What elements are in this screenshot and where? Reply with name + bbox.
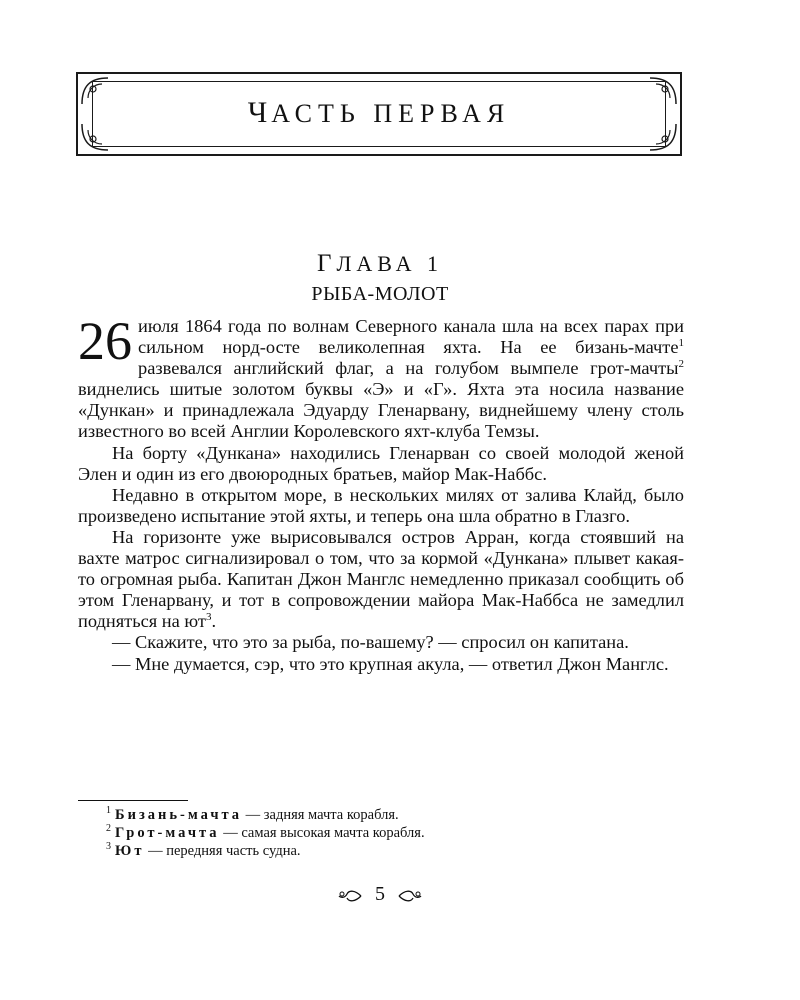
page-number-block <box>330 880 430 910</box>
footnote-ref-1[interactable]: 1 <box>678 336 684 349</box>
scroll-ornament-icon <box>397 888 423 904</box>
part-header-frame <box>76 72 682 156</box>
paragraph-6: — Мне думается, сэр, что это крупная акула, — ответил Джон Манглс. <box>112 653 669 674</box>
footnote-number: 1 <box>106 805 111 817</box>
chapter-number-rest: ЛАВА 1 <box>336 251 443 276</box>
footnotes <box>106 806 666 860</box>
paragraph-1-text-b: развевался английский флаг, а на голубом вымпеле грот-мачты <box>138 358 679 379</box>
paragraph-4 <box>78 527 684 632</box>
footnote-item <box>106 824 666 842</box>
footnote-item <box>106 806 666 824</box>
chapter-number <box>0 250 760 278</box>
part-title <box>76 98 682 129</box>
body-text <box>78 311 684 675</box>
part-title-rest: АСТЬ ПЕРВАЯ <box>271 99 511 128</box>
drop-cap: 26 <box>78 311 132 371</box>
paragraph-5: — Скажите, что это за рыба, по-вашему? — спросил он капитана. <box>112 632 629 653</box>
chapter-number-cap: Г <box>317 250 337 277</box>
paragraph-2: На борту «Дункана» находились Гленарван со своей молодой женой Элен и один из его двоюродных братьев, майор Мак-Наббс. <box>78 442 684 484</box>
paragraph-4-text-a: На горизонте уже вырисовывался остров Арран, когда стоявший на вахте матрос сигнализировал о том, что за кормой «Дункана» плывет какая-то огромная рыба. Капитан Джон Манглс немедленно приказал сообщить об этом Гленарвану, и тот в сопровождении майора Мак-Наббса не замедлил подняться на ют <box>78 526 684 632</box>
footnote-number: 2 <box>106 823 111 835</box>
footnote-number: 3 <box>106 841 111 853</box>
footnote-term: Грот-мачта <box>115 825 220 841</box>
footnote-term: Ют <box>115 843 145 859</box>
footnote-divider <box>78 800 188 801</box>
footnote-text: — задняя мачта корабля. <box>242 807 399 823</box>
scroll-ornament-icon <box>337 888 363 904</box>
footnote-item <box>106 842 666 860</box>
footnote-ref-3[interactable]: 3 <box>205 611 212 624</box>
footnote-term: Бизань-мачта <box>115 807 243 823</box>
paragraph-1 <box>78 311 684 443</box>
footnote-text: — передняя часть судна. <box>144 843 301 859</box>
chapter-title: РЫБА-МОЛОТ <box>311 283 449 305</box>
page-number: 5 <box>375 883 385 905</box>
footnote-ref-2[interactable]: 2 <box>678 358 684 371</box>
paragraph-1-text-a: июля 1864 года по волнам Северного канала шла на всех парах при сильном норд-осте великолепная яхта. На ее бизань-мачте <box>138 316 684 358</box>
paragraph-3: Недавно в открытом море, в нескольких милях от залива Клайд, было произведено испытание этой яхты, и теперь она шла обратно в Глазго. <box>78 484 684 526</box>
paragraph-4-text-b: . <box>211 611 217 632</box>
footnote-text: — самая высокая мачта корабля. <box>219 825 425 841</box>
part-title-cap: Ч <box>247 96 272 129</box>
paragraph-1-text-c: виднелись шитые золотом буквы «Э» и «Г». Яхта эта носила название «Дункан» и принадлежала Эдуарду Гленарвану, виднейшему члену столь известного во всей Англии Королевского яхт-клуба Темзы. <box>78 379 684 442</box>
